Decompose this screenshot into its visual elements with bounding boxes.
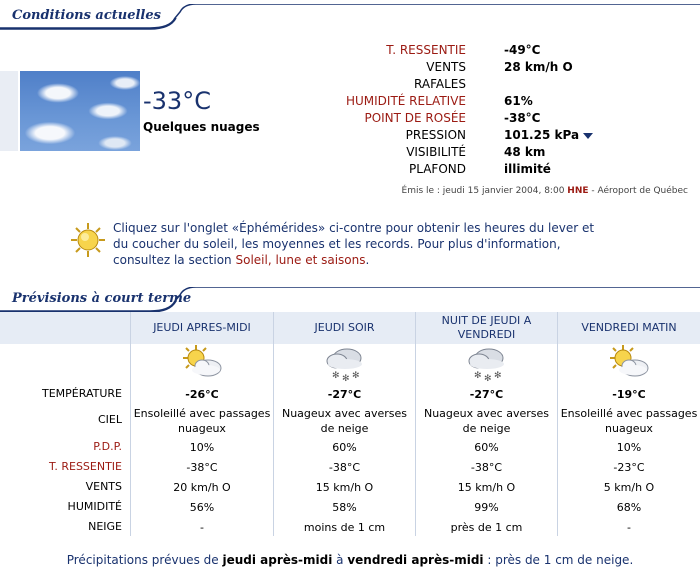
forecast-icon-cell [274,344,416,382]
period-header: JEUDI SOIR [274,312,415,344]
svg-text:✻: ✻ [484,374,492,382]
conditions-table [345,43,670,179]
forecast-icon-cell [131,344,273,382]
condition-row [370,145,670,162]
snow-cloud-icon [323,344,367,382]
condition-row [370,128,670,145]
row-label-sky: CIEL [97,413,122,426]
forecast-sky: Nuageux avec averses de neige [423,407,549,435]
condition-value [504,128,593,142]
row-label-vents: VENTS [85,480,122,493]
forecast-humidite: 99% [474,501,499,514]
forecast-pdp: 10% [189,441,215,454]
forecast-corner [0,312,130,344]
forecast-sky: Ensoleillé avec passages nuageux [560,407,698,435]
current-temperature: -33°C [143,87,211,115]
issued-prefix: Émis le : jeudi 15 janvier 2004, 8:00 [401,186,565,196]
forecast-humidite: 58% [332,501,357,514]
forecast-sky: Nuageux avec averses de neige [281,407,407,435]
condition-label[interactable]: HUMIDITÉ RELATIVE [345,94,466,108]
row-label-temperature: TEMPÉRATURE [42,387,122,400]
forecast-vents: 15 km/h O [315,481,374,494]
svg-text:✻: ✻ [474,371,482,381]
condition-label[interactable]: POINT DE ROSÉE [364,111,466,125]
forecast-neige: - [200,521,204,534]
period-header: VENDREDI MATIN [558,312,700,344]
row-label-pdp[interactable]: P.D.P. [93,440,122,453]
precipitation-summary [0,553,700,567]
note-text: Cliquez sur l'onglet «Éphémérides» ci-contre pour obtenir les heures du lever et du coucher du soleil, les moyennes et les records. Pour plus d'information, consultez la section [113,221,595,267]
svg-text:✻: ✻ [494,371,502,381]
forecast-ressentie: -38°C [186,461,218,474]
forecast-neige: moins de 1 cm [303,521,386,534]
forecast-temp: -19°C [612,388,646,401]
condition-label: VISIBILITÉ [406,145,466,159]
footer-to: vendredi après-midi [347,553,484,567]
forecast-humidite: 68% [616,501,642,514]
condition-label: PLAFOND [409,162,466,176]
footer-from: jeudi après-midi [222,553,333,567]
forecast-icon-cell [558,344,700,382]
forecast-title: Prévisions à court terme [12,291,192,306]
forecast-icon-cell [416,344,558,382]
current-sky-image [20,71,140,151]
row-label-ressentie[interactable]: T. RESSENTIE [48,460,122,473]
condition-row [370,60,670,77]
condition-row [370,43,670,60]
period-header: NUIT DE JEUDI A VENDREDI [416,312,557,344]
ephemerides-note [113,220,613,268]
note-end: . [365,253,370,267]
forecast-pdp: 60% [332,441,357,454]
condition-label: T. RESSENTIE [386,43,466,57]
current-condition: Quelques nuages [143,120,260,134]
row-label-humidite: HUMIDITÉ [67,500,122,513]
forecast-ressentie: -38°C [328,461,361,474]
condition-label: PRESSION [405,128,466,142]
condition-row [364,111,670,128]
period-header: JEUDI APRES-MIDI [131,312,273,344]
svg-text:✻: ✻ [352,371,360,381]
forecast-ressentie: -23°C [613,461,645,474]
condition-value: illimité [504,162,551,176]
condition-value: 28 km/h O [504,60,573,74]
forecast-pdp: 10% [616,441,642,454]
forecast-header [0,287,700,313]
svg-text:✻: ✻ [342,374,350,382]
footer-text: à [332,553,348,567]
issued-station: - Aéroport de Québec [591,186,688,196]
sun-moon-seasons-link[interactable]: Soleil, lune et saisons [235,253,366,267]
forecast-temp: -27°C [469,388,504,401]
forecast-ressentie: -38°C [470,461,503,474]
pressure-value: 101.25 kPa [504,128,580,142]
issued-timezone[interactable]: HNE [567,186,589,196]
condition-row [345,94,670,111]
forecast-vents: 20 km/h O [173,481,231,494]
condition-row [370,77,670,94]
arrow-down-icon [583,132,593,140]
condition-value: 48 km [504,145,546,159]
forecast-temp: -26°C [185,388,219,401]
footer-text: : près de 1 cm de neige. [483,553,634,567]
condition-label: VENTS [426,60,466,74]
current-conditions-title: Conditions actuelles [12,8,161,23]
condition-label: RAFALES [414,77,466,91]
forecast-temp: -27°C [327,388,362,401]
forecast-sky: Ensoleillé avec passages nuageux [133,407,271,435]
condition-row [370,162,670,179]
condition-value: -49°C [504,43,541,57]
condition-value: 61% [504,94,533,108]
forecast-neige: près de 1 cm [450,521,523,534]
forecast-vents: 15 km/h O [457,481,516,494]
svg-text:✻: ✻ [332,371,340,381]
sun-cloud-icon [607,344,651,380]
current-conditions-header [0,4,700,30]
condition-value: -38°C [504,111,541,125]
snow-cloud-icon [465,344,509,382]
image-frame [0,71,18,151]
sun-icon [70,222,106,258]
row-label-neige: NEIGE [88,520,122,533]
forecast-humidite: 56% [189,501,215,514]
footer-text: Précipitations prévues de [66,553,223,567]
forecast-pdp: 60% [474,441,499,454]
forecast-neige: - [627,521,631,534]
sun-cloud-icon [180,344,224,380]
forecast-vents: 5 km/h O [603,481,655,494]
issued-line [402,186,688,196]
